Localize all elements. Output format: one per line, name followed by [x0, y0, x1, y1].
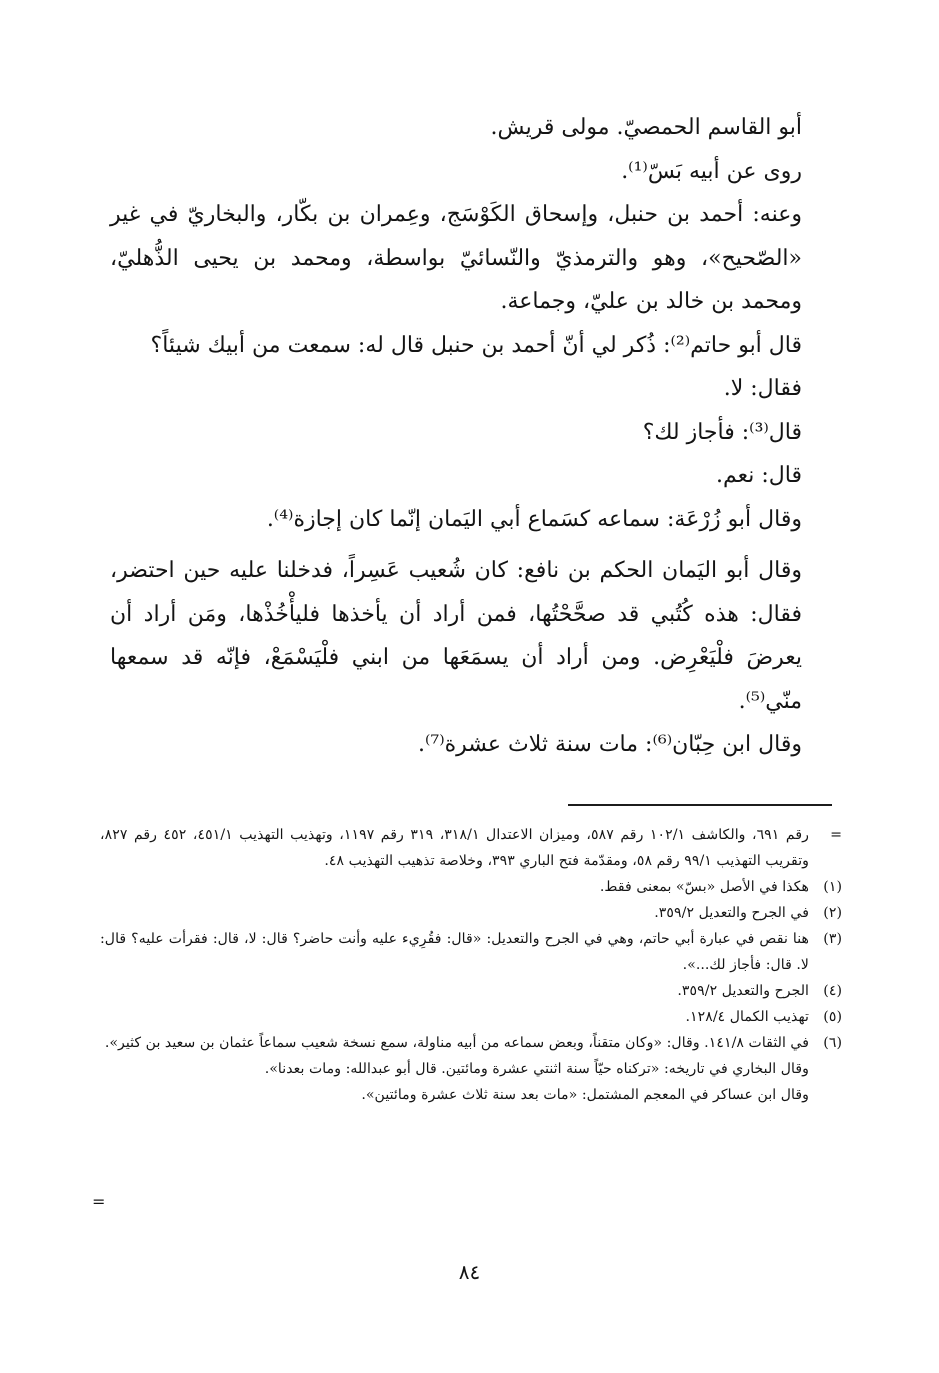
footnote-number: (٣) [823, 931, 842, 947]
text-line-naam: قال: نعم. [716, 463, 802, 488]
footnote-5 [100, 1004, 842, 1030]
footnotes [100, 822, 842, 1108]
carryover-mark: = [830, 827, 842, 843]
text-paragraph-students: وعنه: أحمد بن حنبل، وإسحاق الكَوْسَج، وعِمران بن بكّار، والبخاريّ في غير «الصّحيح»، وهو والترمذيّ والنّسائيّ بواسطة، ومحمد بن يحيى الذُّهليّ، ومحمد بن خالد بن عليّ، وجماعة. [110, 202, 802, 314]
footnote-number: (١) [823, 879, 842, 895]
footnote-number: (٦) [823, 1035, 842, 1051]
page-number: ٨٤ [458, 1260, 481, 1284]
footnote-number: (٥) [823, 1009, 842, 1025]
footnote-carryover [100, 822, 842, 874]
main-text [110, 106, 838, 767]
text-line-ajaza: قال⁽³⁾: فأجاز لك؟ [642, 419, 802, 445]
footnote-6-ibn-asakir: وقال ابن عساكر في المعجم المشتمل: «مات بعد سنة ثلاث عشرة ومائتين». [361, 1087, 809, 1103]
footnote-number: (٤) [823, 983, 842, 999]
continued-mark: = [92, 1192, 106, 1211]
text-line-ibn-hibban: وقال ابن حِبّان⁽⁶⁾: مات سنة ثلاث عشرة⁽⁷⁾. [417, 732, 802, 757]
footnote-text: تهذيب الكمال ١٢٨/٤. [685, 1009, 809, 1025]
footnote-6 [100, 1030, 842, 1056]
footnote-2 [100, 900, 842, 926]
text-line-1: أبو القاسم الحمصيّ. مولى قريش. [490, 115, 802, 140]
footnote-6-bukhari: وقال البخاري في تاريخه: «تركناه حيّاً سنة اثنتي عشرة ومائتين. قال أبو عبدالله: ومات بعدنا». [264, 1061, 809, 1077]
footnote-4 [100, 978, 842, 1004]
footnote-text: في الثقات ١٤١/٨. وقال: «وكان متقناً، وبعض سماعه من أبيه مناولة، سمع نسخة شعيب سماعاً عثمان بن سعيد بن كثير». [104, 1035, 809, 1051]
text-paragraph-abul-yaman: وقال أبو اليَمان الحكم بن نافع: كان شُعيب عَسِراً، فدخلنا عليه حين احتضر، فقال: هذه كُتُبي قد صحَّحْتُها، فمن أراد أن يأخذها فليأْخُذْها، ومَن أراد أن يعرضَ فلْيَعْرِض. ومن أراد أن يسمَعَها من ابني فلْيَسْمَعْ، فإنّه قد سمعها منّي⁽⁵⁾. [110, 558, 802, 714]
footnote-text: هنا نقص في عبارة أبي حاتم، وهي في الجرح والتعديل: «قال: فقُرِيء عليه وأنت حاضر؟ قال: لا، قال: فقرأت عليه؟ قال: لا. قال: فأجاز لك...». [100, 931, 809, 973]
text-line-abu-zura: وقال أبو زُرْعَة: سماعه كسَماع أبي اليَمان إنّما كان إجازة⁽⁴⁾. [266, 506, 802, 532]
footnote-text: في الجرح والتعديل ٣٥٩/٢. [654, 905, 809, 921]
footnote-3 [100, 926, 842, 978]
text-line-fa-qal: فقال: لا. [723, 376, 802, 401]
text-line-2: روى عن أبيه بَسّ⁽¹⁾. [621, 158, 802, 184]
footnote-text: هكذا في الأصل «بسّ» بمعنى فقط. [599, 879, 809, 895]
footnote-1 [100, 874, 842, 900]
footnote-separator [568, 804, 832, 806]
footnote-text: الجرح والتعديل ٣٥٩/٢. [677, 983, 809, 999]
footnote-number: (٢) [823, 905, 842, 921]
text-paragraph-abu-hatim: قال أبو حاتم⁽²⁾: ذُكر لي أنّ أحمد بن حنبل قال له: سمعت من أبيك شيئاً؟ [150, 332, 802, 358]
footnote-text: رقم ٦٩١، والكاشف ١٠٢/١ رقم ٥٨٧، وميزان الاعتدال ٣١٨/١، ٣١٩ رقم ١١٩٧، وتهذيب التهذيب ٤٥١/١، ٤٥٢ رقم ٨٢٧، وتقريب التهذيب ٩٩/١ رقم ٥٨، ومقدّمة فتح الباري ٣٩٣، وخلاصة تذهيب التهذيب ٤٨. [100, 827, 809, 869]
